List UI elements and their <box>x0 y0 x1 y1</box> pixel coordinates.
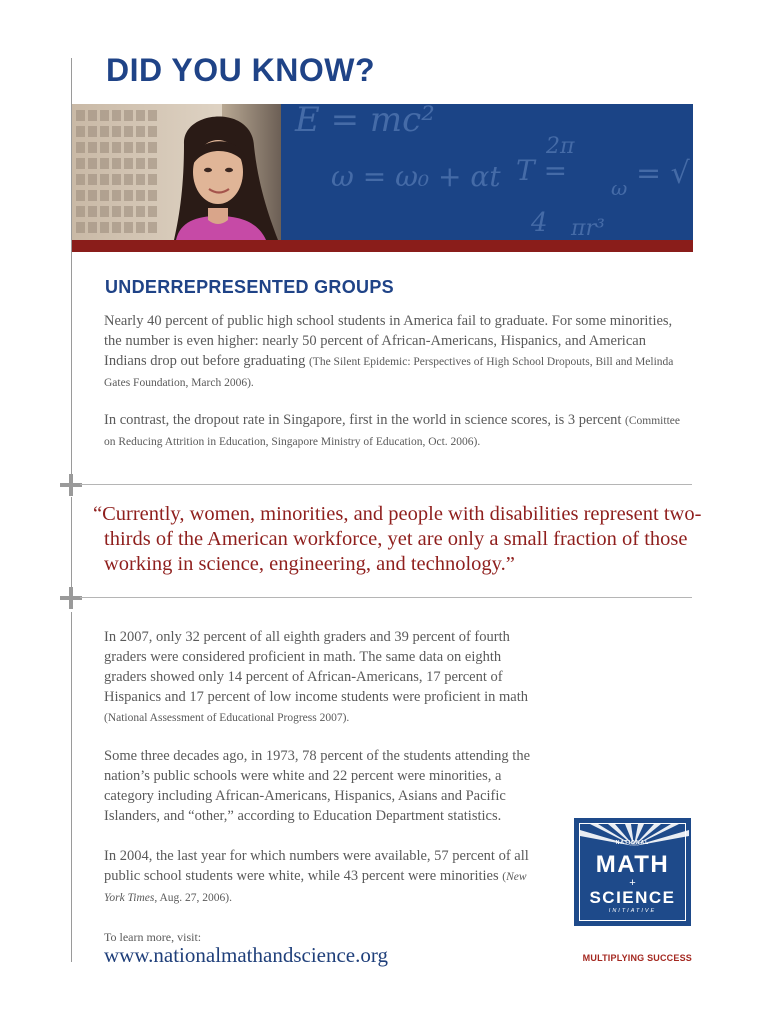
paragraph: In contrast, the dropout rate in Singapore, first in the world in science scores, is 3 percent (Committee on Reducing Attrition in Education, Singapore Ministry of Education, Oct. 2006). <box>104 412 680 448</box>
equation-text: 2π <box>546 134 575 159</box>
citation: (The Silent Epidemic: Perspectives of High School Dropouts, Bill and Melinda Gates Foundation, March 2006). <box>104 356 674 389</box>
logo-science: SCIENCE <box>589 888 676 907</box>
tagline: MULTIPLYING SUCCESS <box>582 953 692 963</box>
plus-ornament-icon <box>60 587 82 609</box>
equation-text: E = mc² <box>295 104 435 140</box>
page-headline: DID YOU KNOW? <box>106 52 376 88</box>
logo-national: NATIONAL <box>615 840 650 846</box>
website-link[interactable]: www.nationalmathandscience.org <box>104 943 388 967</box>
divider <box>80 597 692 598</box>
citation: (New York Times, Aug. 27, 2006). <box>104 871 527 904</box>
citation: (Committee on Reducing Attrition in Education, Singapore Ministry of Education, Oct. 2006). <box>104 415 680 448</box>
section-title: UNDERREPRESENTED GROUPS <box>105 277 394 297</box>
logo-plus: + <box>629 877 636 889</box>
header-banner <box>72 104 693 240</box>
plus-ornament-icon <box>60 474 82 496</box>
learn-more-label: To learn more, visit: <box>104 930 202 944</box>
left-margin-rule <box>71 612 72 962</box>
student-photo <box>72 104 281 240</box>
equation-text: T = <box>516 154 568 187</box>
nmsi-logo <box>574 818 691 926</box>
equation-text: = √ <box>636 156 690 191</box>
equation-text: πr³ <box>571 216 605 240</box>
paragraph: In 2007, only 32 percent of all eighth graders and 39 percent of fourth graders were considered proficient in math. The same data on eighth graders showed only 14 percent of African-Americans, 17 percent of Hispanics and 17 percent of low income students were proficient in math (National Assessment of Educational Progress 2007). <box>104 629 529 724</box>
divider <box>80 484 692 485</box>
logo-initiative: INITIATIVE <box>608 908 657 914</box>
equation-text: 4 <box>531 208 548 238</box>
citation: (National Assessment of Educational Progress 2007). <box>104 712 350 724</box>
pull-quote: “Currently, women, minorities, and people with disabilities represent two-thirds of the American workforce, yet are only a small fraction of those working in science, engineering, and technology.” <box>93 503 702 575</box>
banner-accent-bar <box>72 240 693 252</box>
left-margin-rule <box>71 497 72 589</box>
paragraph: In 2004, the last year for which numbers were available, 57 percent of all public school students were white, while 43 percent were minorities (New York Times, Aug. 27, 2006). <box>104 848 529 904</box>
paragraph: Nearly 40 percent of public high school students in America fail to graduate. For some minorities, the number is even higher: nearly 50 percent of African-Americans, Hispanics, and American Indians drop out before graduating (The Silent Epidemic: Perspectives of High School Dropouts, Bill and Melinda Gates Foundation, March 2006). <box>104 313 674 389</box>
equation-text: ω <box>611 176 628 200</box>
logo-math: MATH <box>595 851 670 878</box>
paragraph: Some three decades ago, in 1973, 78 percent of the students attending the nation’s public schools were white and 22 percent were minorities, a category including African-Americans, Hispanics, Asians and Pacific Islanders, and “other,” according to Education Department statistics. <box>104 748 531 824</box>
equation-text: ω = ω₀ + αt <box>331 160 501 193</box>
equation-panel <box>281 104 693 240</box>
